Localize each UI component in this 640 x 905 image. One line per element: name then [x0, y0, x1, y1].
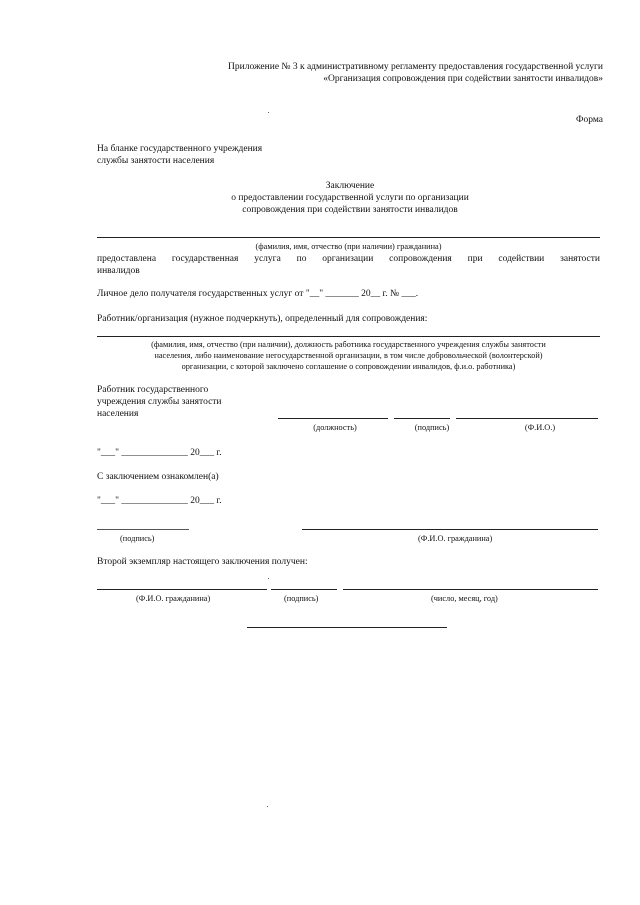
worker-org-label: Работник/организация (нужное подчеркнуть), определенный для сопровождения: — [97, 314, 428, 324]
provided-text — [97, 253, 600, 277]
citizen-signature-line — [97, 529, 189, 530]
worker-caption-line-1: (фамилия, имя, отчество (при наличии), должность работника государственного учреждения службы занятости — [151, 340, 546, 349]
closing-separator — [247, 627, 447, 628]
bottom-date-caption: (число, месяц, год) — [431, 594, 498, 603]
employee-block — [97, 384, 267, 420]
scan-speck — [267, 806, 268, 807]
bottom-fio-caption: (Ф.И.О. гражданина) — [136, 594, 211, 603]
employee-line-3: населения — [97, 409, 139, 419]
appendix-header-line-1: Приложение № 3 к административному регламенту предоставления государственной услуги — [228, 62, 603, 72]
citizen-signature-caption: (подпись) — [120, 534, 155, 543]
bottom-signature-caption: (подпись) — [284, 594, 319, 603]
bottom-signature-line — [271, 589, 337, 590]
employee-line-1: Работник государственного — [97, 385, 209, 395]
form-label: Форма — [575, 115, 603, 125]
signature-line — [394, 418, 450, 419]
signature-caption: (подпись) — [414, 423, 450, 432]
appendix-header-line-2: «Организация сопровождения при содействии занятости инвалидов» — [323, 74, 603, 84]
citizen-fio-line — [302, 529, 598, 530]
scan-speck — [268, 578, 269, 579]
worker-caption-line-3: организации, с которой заключено соглашение о сопровождении инвалидов, ф.и.о. работника) — [181, 362, 516, 371]
citizen-fio-caption: (Ф.И.О. гражданина) — [418, 534, 493, 543]
second-copy-label: Второй экземпляр настоящего заключения получен: — [97, 557, 308, 567]
provided-line-2: инвалидов — [97, 266, 140, 276]
institution-line-1: На бланке государственного учреждения — [97, 144, 263, 154]
fio-caption: (Ф.И.О.) — [524, 423, 556, 432]
bottom-date-line — [343, 589, 598, 590]
worker-caption — [97, 339, 600, 372]
appendix-header — [120, 61, 603, 85]
document-title — [150, 180, 550, 216]
personal-file-line: Личное дело получателя государственных услуг от "__" _______ 20__ г. № ___. — [97, 289, 419, 299]
institution-block — [97, 143, 357, 167]
institution-line-2: службы занятости населения — [97, 156, 215, 166]
bottom-fio-line — [97, 589, 267, 590]
date-line-1: "___" ______________ 20___ г. — [97, 448, 222, 458]
scan-speck — [268, 112, 269, 113]
title-line-3: сопровождения при содействии занятости инвалидов — [242, 205, 458, 215]
position-caption: (должность) — [313, 423, 357, 432]
provided-line-1: предоставлена государственная услуга по организации сопровождения при содействии занятости — [97, 254, 600, 264]
fio-line — [456, 418, 598, 419]
worker-org-line — [97, 336, 600, 337]
acquainted-label: С заключением ознакомлен(а) — [97, 472, 219, 482]
employee-line-2: учреждения службы занятости — [97, 397, 222, 407]
citizen-name-line — [97, 237, 600, 238]
position-line — [278, 418, 388, 419]
title-line-1: Заключение — [325, 181, 375, 191]
worker-caption-line-2: населения, либо наименование негосударственной организации, в том числе добровольческой (волонтерской) — [154, 351, 543, 360]
date-line-2: "___" ______________ 20___ г. — [97, 496, 222, 506]
citizen-caption: (фамилия, имя, отчество (при наличии) гражданина) — [255, 242, 442, 251]
title-line-2: о предоставлении государственной услуги по организации — [231, 193, 469, 203]
